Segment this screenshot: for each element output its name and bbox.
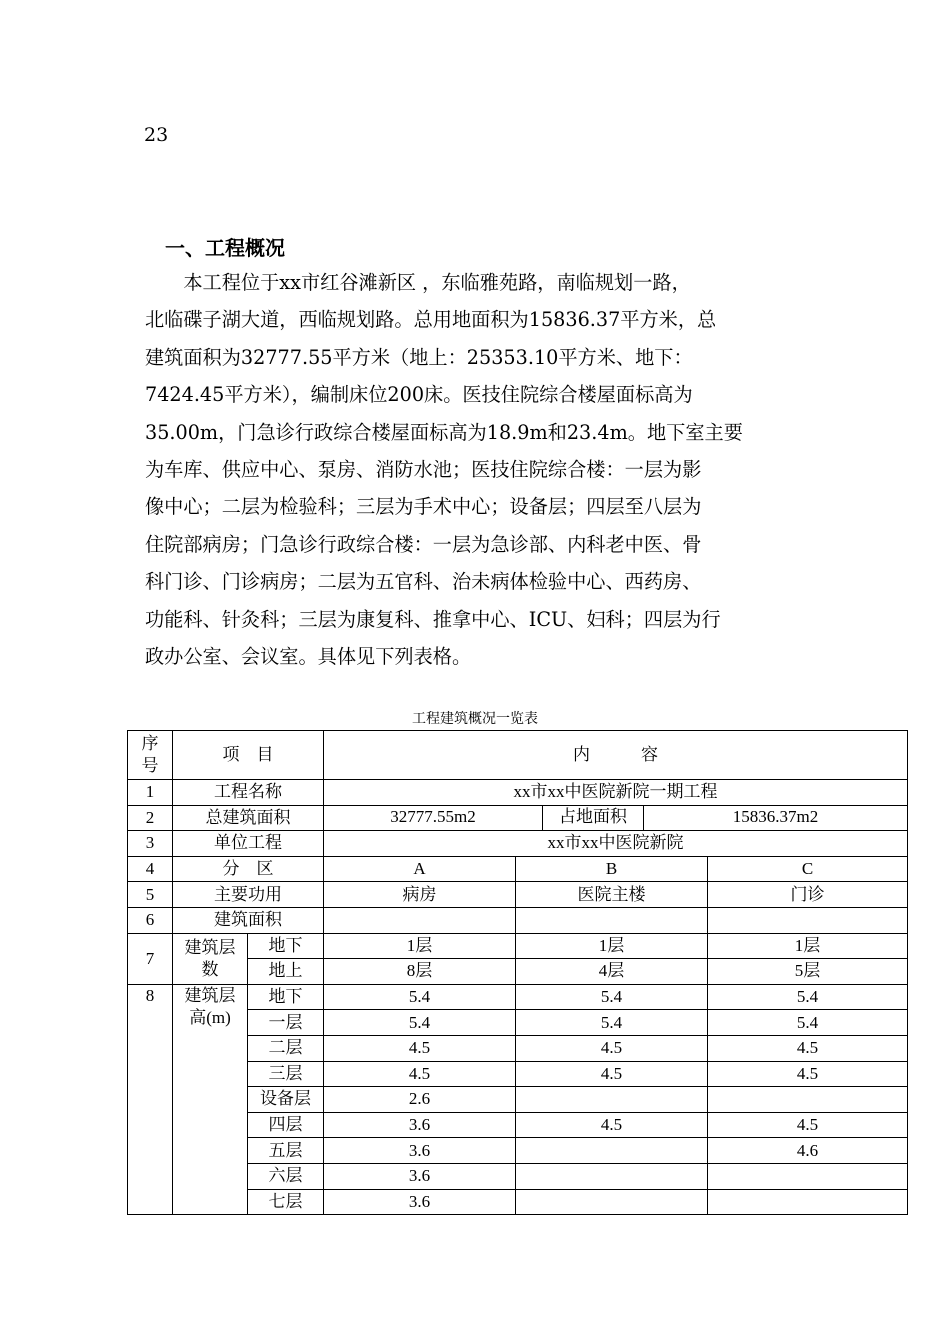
row-label: 建筑层高(m) (173, 984, 248, 1214)
value-b (516, 1163, 708, 1189)
value-c: 4.5 (708, 1035, 908, 1061)
table-row (128, 856, 908, 882)
row-seq: 6 (128, 907, 173, 933)
header-seq: 序号 (128, 731, 173, 780)
function-a: 病房 (324, 882, 516, 908)
land-area-value: 15836.37m2 (732, 806, 819, 826)
paragraph-line: 住院部病房；门急诊行政综合楼：一层为急诊部、内科老中医、骨 (145, 532, 702, 556)
row-label: 建筑面积 (173, 907, 324, 933)
paragraph-line: 为车库、供应中心、泵房、消防水池；医技住院综合楼：一层为影 (145, 458, 702, 482)
paragraph-line: 功能科、针灸科；三层为康复科、推拿中心、ICU、妇科；四层为行 (145, 607, 721, 631)
row-value: xx市xx中医院新院一期工程 (324, 780, 908, 806)
value-b: 1层 (516, 933, 708, 959)
area-split-cell (324, 805, 908, 831)
value-c (708, 1087, 908, 1113)
paragraph-line: 像中心；二层为检验科；三层为手术中心；设备层；四层至八层为 (145, 495, 702, 519)
row-label: 工程名称 (173, 780, 324, 806)
zone-a: A (324, 856, 516, 882)
table-row (128, 831, 908, 857)
area-c (708, 907, 908, 933)
row-label: 总建筑面积 (173, 805, 324, 831)
sub-label: 四层 (248, 1112, 324, 1138)
value-a: 3.6 (324, 1189, 516, 1215)
value-a: 8层 (324, 959, 516, 985)
area-b (516, 907, 708, 933)
function-b: 医院主楼 (516, 882, 708, 908)
value-b: 5.4 (516, 984, 708, 1010)
row-label: 分 区 (173, 856, 324, 882)
value-a: 2.6 (324, 1087, 516, 1113)
row-seq: 5 (128, 882, 173, 908)
value-c: 4.5 (708, 1061, 908, 1087)
value-b: 4.5 (516, 1035, 708, 1061)
row-label: 建筑层数 (173, 933, 248, 984)
value-c (708, 1189, 908, 1215)
value-c: 5.4 (708, 984, 908, 1010)
paragraph-line: 本工程位于xx市红谷滩新区 ，东临雅苑路，南临规划一路， (145, 271, 691, 294)
value-c: 5.4 (708, 1010, 908, 1036)
sub-label: 地下 (248, 933, 324, 959)
header-content: 内 容 (324, 731, 908, 780)
area-a (324, 907, 516, 933)
sub-label: 一层 (248, 1010, 324, 1036)
table-row (128, 805, 908, 831)
value-a: 3.6 (324, 1163, 516, 1189)
land-area-label: 占地面积 (543, 806, 644, 831)
zone-b: B (516, 856, 708, 882)
value-c: 4.5 (708, 1112, 908, 1138)
table-row (128, 882, 908, 908)
sub-label: 七层 (248, 1189, 324, 1215)
paragraph-line: 政办公室、会议室。具体见下列表格。 (145, 645, 472, 669)
value-b: 4层 (516, 959, 708, 985)
table-row (128, 780, 908, 806)
row-seq: 2 (128, 805, 173, 831)
row-seq: 3 (128, 831, 173, 857)
value-b (516, 1138, 708, 1164)
value-c: 1层 (708, 933, 908, 959)
page-number: 23 (144, 124, 169, 146)
value-a: 5.4 (324, 1010, 516, 1036)
value-b (516, 1087, 708, 1113)
paragraph-line: 科门诊、门诊病房；二层为五官科、治未病体检验中心、西药房、 (145, 570, 702, 594)
table-header-row (128, 731, 908, 780)
value-c: 4.6 (708, 1138, 908, 1164)
zone-c: C (708, 856, 908, 882)
value-c (708, 1163, 908, 1189)
overview-paragraph (145, 264, 813, 675)
value-a: 1层 (324, 933, 516, 959)
sub-label: 设备层 (248, 1087, 324, 1113)
paragraph-line: 35.00m，门急诊行政综合楼屋面标高为18.9m和23.4m。地下室主要 (145, 420, 743, 444)
table-row (128, 907, 908, 933)
paragraph-line: 建筑面积为32777.55平方米（地上：25353.10平方米、地下： (145, 345, 693, 369)
value-a: 4.5 (324, 1035, 516, 1061)
value-b (516, 1189, 708, 1215)
value-c: 5层 (708, 959, 908, 985)
row-seq: 8 (128, 984, 173, 1214)
paragraph-line: 北临碟子湖大道，西临规划路。总用地面积为15836.37平方米，总 (145, 308, 717, 332)
row-seq: 7 (128, 933, 173, 984)
table-row (128, 933, 908, 959)
row-value: xx市xx中医院新院 (324, 831, 908, 857)
value-b: 4.5 (516, 1061, 708, 1087)
value-a: 4.5 (324, 1061, 516, 1087)
value-a: 3.6 (324, 1138, 516, 1164)
value-a: 5.4 (324, 984, 516, 1010)
function-c: 门诊 (708, 882, 908, 908)
sub-label: 三层 (248, 1061, 324, 1087)
sub-label: 六层 (248, 1163, 324, 1189)
row-label: 单位工程 (173, 831, 324, 857)
table-caption: 工程建筑概况一览表 (412, 711, 538, 727)
value-a: 3.6 (324, 1112, 516, 1138)
value-b: 4.5 (516, 1112, 708, 1138)
total-area-value: 32777.55m2 (324, 806, 543, 831)
area-split (324, 806, 907, 831)
sub-label: 地上 (248, 959, 324, 985)
sub-label: 二层 (248, 1035, 324, 1061)
paragraph-line: 7424.45平方米），编制床位200床。医技住院综合楼屋面标高为 (145, 383, 693, 407)
sub-label: 五层 (248, 1138, 324, 1164)
row-label: 主要功用 (173, 882, 324, 908)
table-row (128, 984, 908, 1010)
value-b: 5.4 (516, 1010, 708, 1036)
header-item: 项 目 (173, 731, 324, 780)
section-heading: 一、工程概况 (165, 236, 285, 260)
row-seq: 4 (128, 856, 173, 882)
sub-label: 地下 (248, 984, 324, 1010)
building-overview-table (127, 730, 908, 1215)
row-seq: 1 (128, 780, 173, 806)
